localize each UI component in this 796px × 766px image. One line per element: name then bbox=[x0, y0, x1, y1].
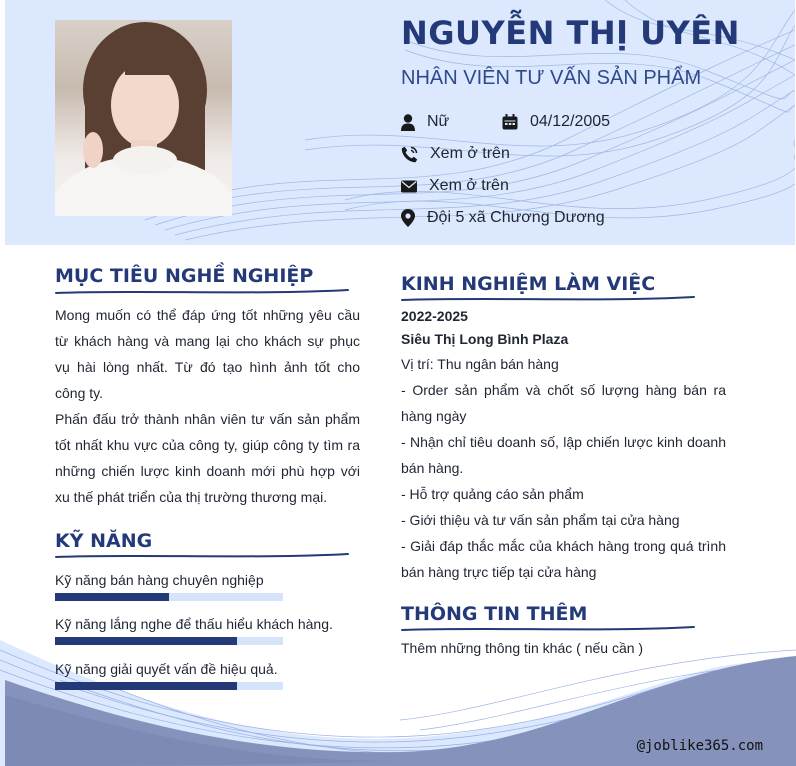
experience-company: Siêu Thị Long Bình Plaza bbox=[401, 331, 569, 347]
envelope-icon bbox=[401, 180, 417, 193]
skill-bar-fill bbox=[55, 637, 237, 645]
skill-bar bbox=[55, 637, 283, 645]
phone-icon bbox=[401, 146, 418, 163]
experience-duty: - Hỗ trợ quảng cáo sản phẩm bbox=[401, 486, 584, 502]
skill-label: Kỹ năng bán hàng chuyên nghiệp bbox=[55, 572, 264, 588]
objective-title: MỤC TIÊU NGHỀ NGHIỆP bbox=[55, 265, 314, 287]
map-pin-icon bbox=[401, 209, 415, 227]
birthday-row bbox=[502, 113, 610, 131]
portrait-image bbox=[55, 20, 232, 216]
skill-bar bbox=[55, 593, 283, 601]
objective-title-underline bbox=[55, 288, 350, 296]
experience-duty: - Nhận chỉ tiêu doanh số, lập chiến lược kinh doanh bán hàng. bbox=[401, 434, 726, 476]
experience-title-underline bbox=[401, 295, 696, 303]
objective-text bbox=[55, 302, 360, 510]
candidate-position: NHÂN VIÊN TƯ VẤN SẢN PHẨM bbox=[401, 67, 702, 89]
address-row bbox=[401, 209, 605, 227]
experience-details bbox=[401, 351, 726, 585]
experience-role: Vị trí: Thu ngân bán hàng bbox=[401, 356, 559, 372]
extra-title-underline bbox=[401, 625, 696, 633]
gender-value: Nữ bbox=[427, 113, 450, 130]
website-handle: @joblike365.com bbox=[636, 738, 763, 754]
user-icon bbox=[401, 114, 415, 131]
candidate-name: NGUYỄN THỊ UYÊN bbox=[401, 14, 740, 52]
gender-row bbox=[401, 113, 449, 131]
email-row bbox=[401, 177, 509, 195]
profile-photo bbox=[55, 20, 232, 216]
extra-text: Thêm những thông tin khác ( nếu cần ) bbox=[401, 640, 644, 656]
skill-label: Kỹ năng giải quyết vấn đề hiệu quả. bbox=[55, 661, 278, 677]
skill-bar-fill bbox=[55, 593, 169, 601]
skills-title: KỸ NĂNG bbox=[55, 530, 153, 552]
extra-title: THÔNG TIN THÊM bbox=[401, 603, 588, 625]
objective-paragraph-1: Mong muốn có thể đáp ứng tốt những yêu cầu từ khách hàng và mang lại cho khách sự phục vụ hài lòng nhất. Từ đó tạo hình ảnh tốt cho công ty. bbox=[55, 307, 360, 401]
skill-bar bbox=[55, 682, 283, 690]
experience-title: KINH NGHIỆM LÀM VIỆC bbox=[401, 273, 656, 295]
calendar-icon bbox=[502, 114, 518, 130]
birthday-value: 04/12/2005 bbox=[530, 113, 611, 130]
phone-value: Xem ở trên bbox=[430, 145, 510, 162]
phone-row bbox=[401, 145, 510, 163]
experience-duty: - Giải đáp thắc mắc của khách hàng trong quá trình bán hàng trực tiếp tại cửa hàng bbox=[401, 538, 726, 580]
skill-bar-fill bbox=[55, 682, 237, 690]
skills-title-underline bbox=[55, 552, 350, 560]
experience-duty: - Giới thiệu và tư vấn sản phẩm tại cửa hàng bbox=[401, 512, 680, 528]
experience-duty: - Order sản phẩm và chốt số lượng hàng bán ra hàng ngày bbox=[401, 382, 726, 424]
objective-paragraph-2: Phấn đấu trở thành nhân viên tư vấn sản phẩm tốt nhất khu vực của công ty, giúp công ty tìm ra những chiến lược kinh doanh mới phù hợp với xu thế phát triển của thị trường thương mại. bbox=[55, 411, 360, 505]
address-value: Đội 5 xã Chương Dương bbox=[427, 209, 605, 226]
experience-period: 2022-2025 bbox=[401, 308, 468, 324]
skill-label: Kỹ năng lắng nghe để thấu hiểu khách hàng. bbox=[55, 616, 333, 632]
email-value: Xem ở trên bbox=[429, 177, 509, 194]
